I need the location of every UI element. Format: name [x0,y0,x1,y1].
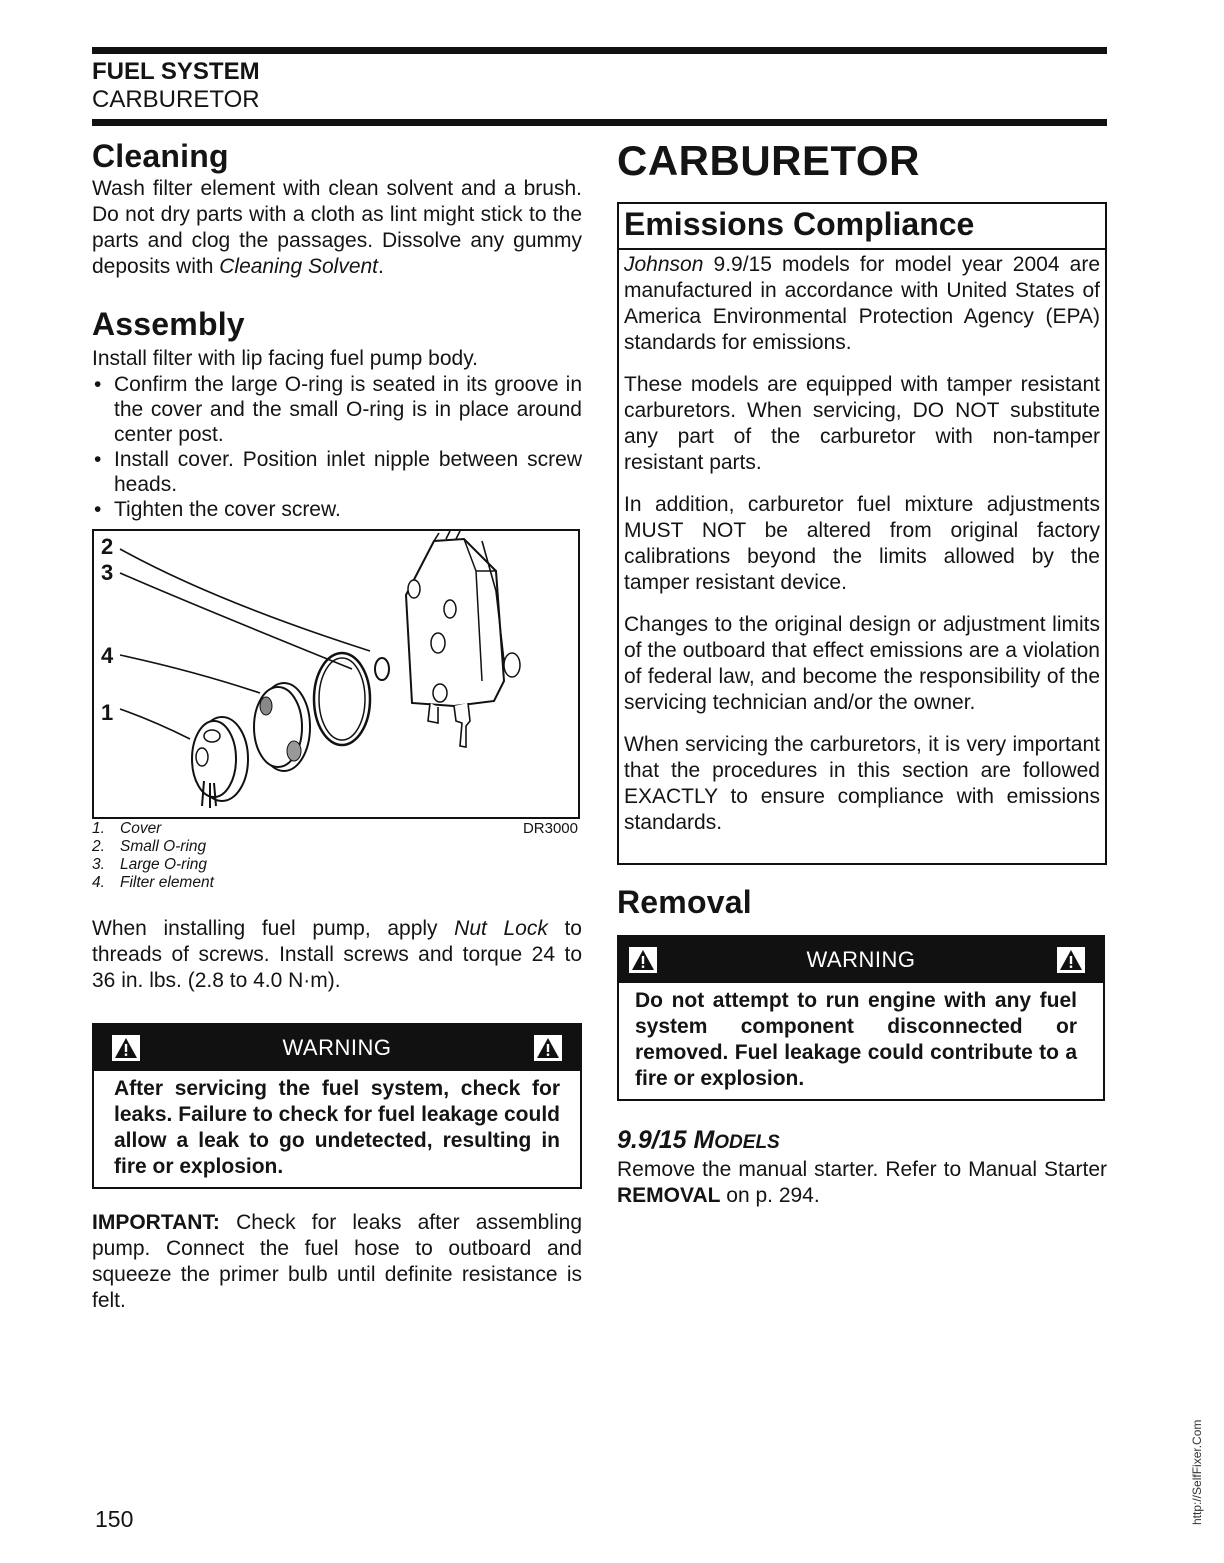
caption-item: 4. Filter element [92,874,214,891]
removal-heading: Removal [617,884,752,920]
emissions-paragraph: Changes to the original design or adjustment limits of the outboard that effect emissions are a violation of federal law, and become the responsibility of the servicing technician and/or the owner. [624,613,1100,714]
caption-item: 1. Cover [92,820,162,837]
cleaning-product: Cleaning Solvent [219,255,379,278]
emissions-paragraph: When servicing the carburetors, it is very important that the procedures in this section are followed EXACTLY to ensure compliance with emissions standards. [624,733,1100,834]
left-column [92,136,582,1312]
warning-triangle-icon [1057,947,1085,973]
warning-box [92,1023,582,1189]
header-bottom-rule [92,119,1107,126]
warning-label: WARNING [806,947,916,972]
caption-item: 2. Small O-ring [92,838,207,855]
warning-bar [619,937,1103,983]
removal-warning-text: Do not attempt to run engine with any fuel system component disconnected or removed. Fuel leakage could contribute to a fire or explosion. [635,989,1077,1090]
right-column [617,136,1107,1207]
list-item: • Tighten the cover screw. [92,497,582,522]
emissions-paragraph: In addition, carburetor fuel mixture adjustments MUST NOT be altered from original factory calibrations beyond the limits allowed by the tamper resistant device. [624,493,1100,594]
install-text: When installing fuel pump, apply Nut Lock to threads of screws. Install screws and torque 24 to 36 in. lbs. (2.8 to 4.0 N·m). [92,917,582,992]
fuel-pump-exploded-diagram [92,529,580,819]
cleaning-heading: Cleaning [92,138,229,174]
top-rule [92,47,1107,54]
models-text: Remove the manual starter. Refer to Manual Starter REMOVAL on p. 294. [617,1158,1107,1207]
emissions-paragraph: These models are equipped with tamper resistant carburetors. When servicing, DO NOT substitute any part of the carburetor with non-tamper resistant parts. [624,373,1100,474]
removal-warning-box [617,935,1105,1101]
figure-code: DR3000 [522,820,578,837]
warning-bar [94,1025,580,1071]
caption-item: 3. Large O-ring [92,856,208,873]
header-section: FUEL SYSTEM [92,58,260,85]
callout-2: 2 [101,534,114,559]
list-item: • Install cover. Position inlet nipple between screw heads. [92,447,582,497]
page-number: 150 [95,1506,134,1532]
list-item: • Confirm the large O-ring is seated in its groove in the cover and the small O-ring is in place around center post. [92,372,582,447]
header-subsection: CARBURETOR [92,86,260,113]
figure-caption [92,820,582,892]
important-note: IMPORTANT: Check for leaks after assembling pump. Connect the fuel hose to outboard and squeeze the primer bulb until definite resistance is felt. [92,1211,582,1312]
warning-triangle-icon [629,947,657,973]
callout-1: 1 [101,700,114,725]
carburetor-title: CARBURETOR [617,137,920,184]
models-heading: 9.9/15 MODELS [617,1126,780,1154]
callout-3: 3 [101,560,114,585]
cleaning-text: Wash filter element with clean solvent and a brush. Do not dry parts with a cloth as lint might stick to the parts and clog the passages. Dissolve any gummy deposits with Cleaning Solvent. [92,177,582,278]
emissions-paragraph: Johnson 9.9/15 models for model year 2004 are manufactured in accordance with United States of America Environmental Protection Agency (EPA) standards for emissions. [624,253,1100,354]
warning-triangle-icon [112,1035,140,1061]
assembly-heading: Assembly [92,306,245,342]
callout-4: 4 [101,643,114,668]
emissions-heading: Emissions Compliance [619,204,1105,250]
warning-triangle-icon [534,1035,562,1061]
exploded-view-illustration [94,531,578,817]
emissions-compliance-box [617,202,1107,865]
assembly-intro: Install filter with lip facing fuel pump body. [92,347,478,370]
assembly-steps [92,372,582,522]
watermark-text: http://SelfFixer.Com [1190,1419,1204,1525]
emissions-body [619,252,1105,836]
warning-label: WARNING [282,1035,392,1060]
warning-text: After servicing the fuel system, check for leaks. Failure to check for fuel leakage could allow a leak to go undetected, resulting in fire or explosion. [114,1077,560,1178]
